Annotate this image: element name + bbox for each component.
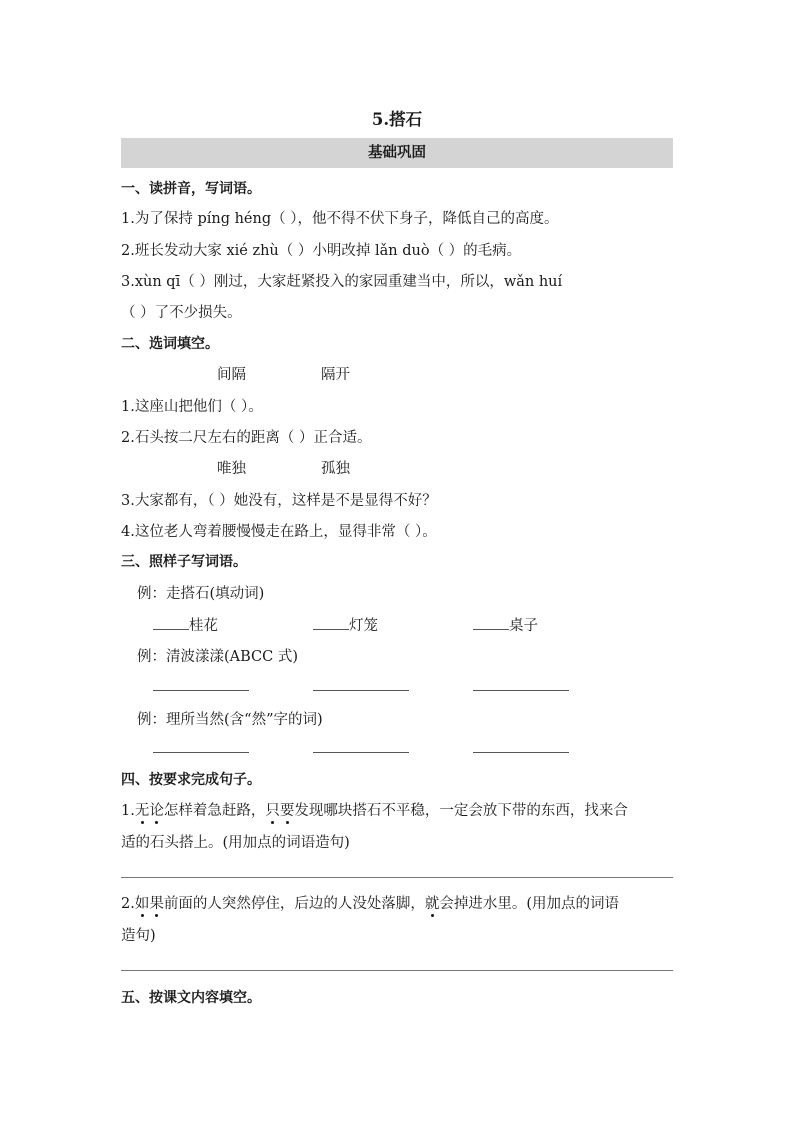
dotted-word: 无论 bbox=[134, 803, 164, 819]
section2-question-2: 2.石头按二尺左右的距离（ ）正合适。 bbox=[121, 430, 372, 446]
word-choice-4: 孤独 bbox=[321, 461, 350, 477]
word-choice-1: 间隔 bbox=[217, 367, 246, 383]
section4-question-2-cont: 造句) bbox=[121, 928, 156, 944]
dotted-word: 只要 bbox=[265, 803, 295, 819]
section2-heading: 二、选词填空。 bbox=[121, 336, 219, 352]
section1-question-3-cont: （ ）了不少损失。 bbox=[121, 305, 242, 321]
dotted-word: 如果 bbox=[134, 896, 164, 912]
section2-question-4: 4.这位老人弯着腰慢慢走在路上，显得非常（ ）。 bbox=[121, 524, 437, 540]
section1-question-1: 1.为了保持 píng héng（ ），他不得不伏下身子，降低自己的高度。 bbox=[121, 211, 559, 227]
fill-item-2: 灯笼 bbox=[313, 614, 378, 635]
section5-heading: 五、按课文内容填空。 bbox=[121, 990, 261, 1006]
example-3: 例：理所当然(含“然”字的词) bbox=[137, 712, 323, 728]
answer-line[interactable] bbox=[313, 752, 409, 753]
word-choice-3: 唯独 bbox=[217, 461, 246, 477]
section4-heading: 四、按要求完成句子。 bbox=[121, 772, 261, 788]
answer-line[interactable] bbox=[313, 690, 409, 691]
section4-question-2: 2.如果前面的人突然停住，后边的人没处落脚，就会掉进水里。(用加点的词语 bbox=[121, 896, 619, 912]
section1-heading: 一、读拼音，写词语。 bbox=[121, 181, 261, 197]
answer-line[interactable] bbox=[153, 690, 249, 691]
section-banner: 基础巩固 bbox=[121, 138, 673, 168]
section4-question-1: 1.无论怎样着急赶路，只要发现哪块搭石不平稳，一定会放下带的东西，找来合 bbox=[121, 803, 628, 819]
fill-item-3: 桌子 bbox=[473, 614, 538, 635]
fill-item-1: 桂花 bbox=[153, 614, 218, 635]
example-2: 例：清波漾漾(ABCC 式) bbox=[137, 649, 299, 665]
answer-line[interactable] bbox=[121, 877, 673, 878]
section1-question-3: 3.xùn qī（ ）刚过，大家赶紧投入的家园重建当中，所以，wǎn huí bbox=[121, 274, 563, 290]
section4-question-1-cont: 适的石头搭上。(用加点的词语造句) bbox=[121, 835, 350, 851]
example-1: 例：走搭石(填动词) bbox=[137, 586, 265, 602]
section2-question-3: 3.大家都有，（ ）她没有，这样是不是显得不好？ bbox=[121, 493, 437, 509]
section1-question-2: 2.班长发动大家 xié zhù（ ）小明改掉 lǎn duò（ ）的毛病。 bbox=[121, 243, 522, 259]
answer-line[interactable] bbox=[153, 752, 249, 753]
word-choice-2: 隔开 bbox=[321, 367, 350, 383]
section3-heading: 三、照样子写词语。 bbox=[121, 554, 247, 570]
answer-line[interactable] bbox=[121, 970, 673, 971]
section2-question-1: 1.这座山把他们（ ）。 bbox=[121, 399, 263, 415]
page-title: 5.搭石 bbox=[371, 110, 423, 129]
dotted-word: 就 bbox=[424, 896, 440, 912]
answer-line[interactable] bbox=[473, 690, 569, 691]
answer-line[interactable] bbox=[473, 752, 569, 753]
